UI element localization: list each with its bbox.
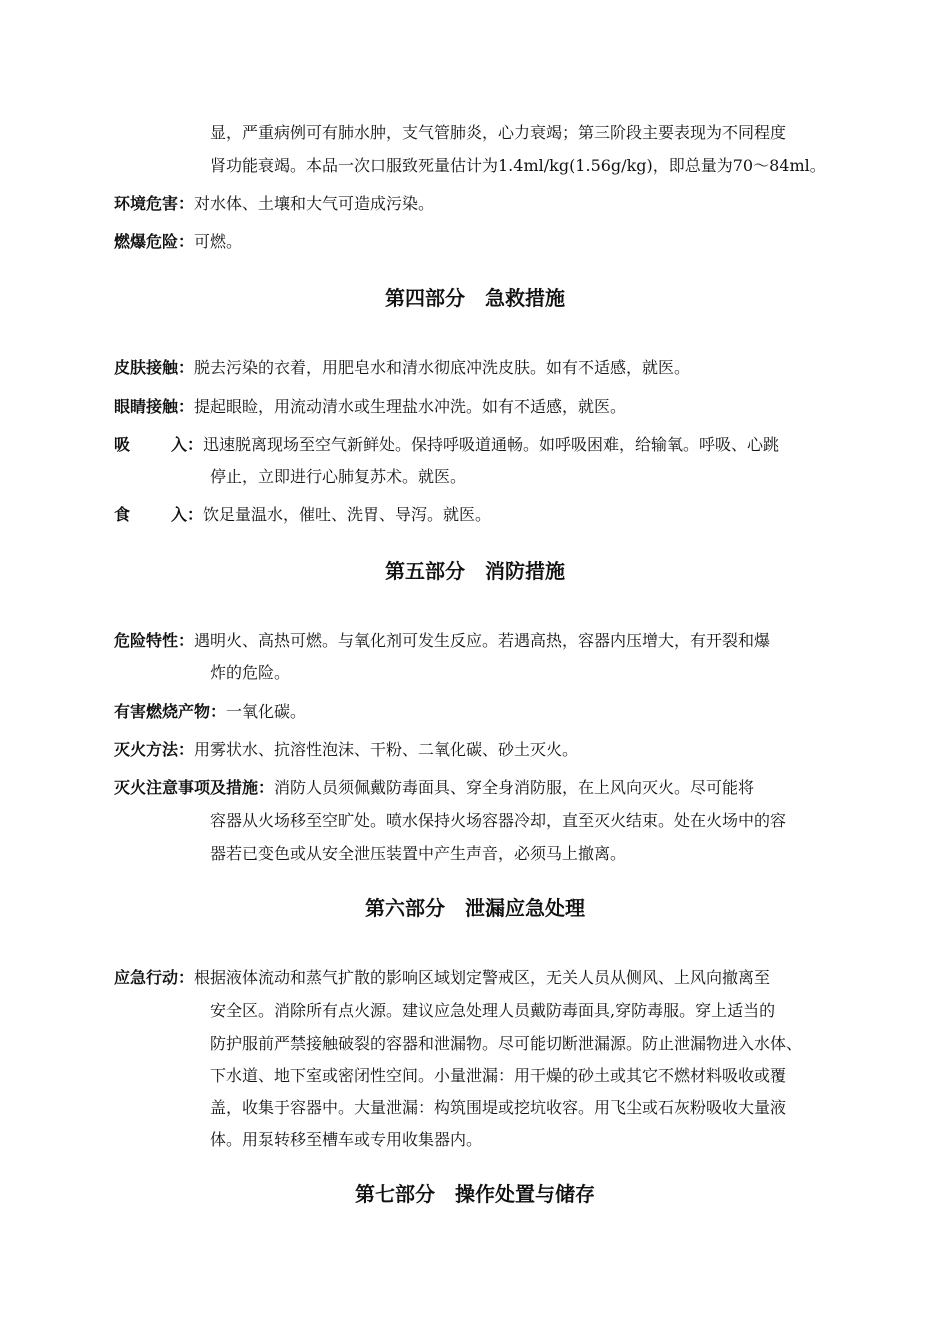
emergency-action-text-line-1: 根据液体流动和蒸气扩散的影响区域划定警戒区，无关人员从侧风、上风向撤离至 [194,968,771,987]
inhalation-text-line-1: 迅速脱离现场至空气新鲜处。保持呼吸道通畅。如呼吸困难，给输氧。呼吸、心跳 [203,435,780,454]
combustion-products-label: 有害燃烧产物： [114,702,227,721]
inhalation-row [114,434,779,456]
fire-explosion-hazard-text: 可燃。 [194,232,243,251]
section-4-heading: 第四部分 急救措施 [385,286,565,310]
hazard-characteristics-text-line-2: 炸的危险。 [210,663,291,682]
eye-contact-text: 提起眼睑，用流动清水或生理盐水冲洗。如有不适感，就医。 [194,397,627,416]
environmental-hazard-label: 环境危害： [114,194,195,213]
health-hazard-continuation-line-1: 显，严重病例可有肺水肿，支气管肺炎，心力衰竭；第三阶段主要表现为不同程度 [210,123,787,142]
ingestion-label-suffix: 入： [171,505,204,524]
extinguishing-method-row [114,739,578,761]
emergency-action-label: 应急行动： [114,968,195,987]
section-7-heading: 第七部分 操作处置与储存 [355,1182,595,1206]
skin-contact-row [114,357,690,379]
firefighting-notes-label: 灭火注意事项及措施： [114,778,275,797]
environmental-hazard-text: 对水体、土壤和大气可造成污染。 [194,194,435,213]
combustion-products-row [114,701,306,723]
extinguishing-method-text: 用雾状水、抗溶性泡沫、干粉、二氧化碳、砂土灭火。 [194,740,579,759]
skin-contact-label: 皮肤接触： [114,358,195,377]
ingestion-label-first-char: 食 [114,505,131,524]
skin-contact-text: 脱去污染的衣着，用肥皂水和清水彻底冲洗皮肤。如有不适感，就医。 [194,358,691,377]
section-6-heading: 第六部分 泄漏应急处理 [365,896,585,920]
inhalation-label-suffix: 入： [171,435,204,454]
fire-explosion-hazard-label: 燃爆危险： [114,232,195,251]
ingestion-text: 饮足量温水，催吐、洗胃、导泻。就医。 [203,505,492,524]
eye-contact-label: 眼睛接触： [114,397,195,416]
emergency-action-text-line-4: 下水道、地下室或密闭性空间。小量泄漏：用干燥的砂土或其它不燃材料吸收或覆 [210,1066,787,1085]
emergency-action-row [114,967,770,989]
hazard-characteristics-label: 危险特性： [114,631,195,650]
fire-explosion-hazard-row [114,231,242,253]
extinguishing-method-label: 灭火方法： [114,740,195,759]
ingestion-row [114,504,491,526]
firefighting-notes-text-line-1: 消防人员须佩戴防毒面具、穿全身消防服，在上风向灭火。尽可能将 [274,778,755,797]
firefighting-notes-text-line-3: 器若已变色或从安全泄压装置中产生声音，必须马上撤离。 [210,844,627,863]
hazard-characteristics-text-line-1: 遇明火、高热可燃。与氧化剂可发生反应。若遇高热，容器内压增大，有开裂和爆 [194,631,771,650]
environmental-hazard-row [114,193,434,215]
firefighting-notes-row [114,777,754,799]
firefighting-notes-text-line-2: 容器从火场移至空旷处。喷水保持火场容器冷却，直至灭火结束。处在火场中的容 [210,811,787,830]
section-5-heading: 第五部分 消防措施 [385,559,565,583]
emergency-action-text-line-3: 防护服前严禁接触破裂的容器和泄漏物。尽可能切断泄漏源。防止泄漏物进入水体、 [210,1034,803,1053]
emergency-action-text-line-6: 体。用泵转移至槽车或专用收集器内。 [210,1130,483,1149]
emergency-action-text-line-5: 盖，收集于容器中。大量泄漏：构筑围堤或挖坑收容。用飞尘或石灰粉吸收大量液 [210,1098,787,1117]
health-hazard-continuation-line-2: 肾功能衰竭。本品一次口服致死量估计为1.4ml/kg(1.56g/kg)，即总量为70～84ml。 [210,156,826,175]
eye-contact-row [114,396,626,418]
inhalation-label-first-char: 吸 [114,435,131,454]
emergency-action-text-line-2: 安全区。消除所有点火源。建议应急处理人员戴防毒面具,穿防毒服。穿上适当的 [210,1001,776,1020]
combustion-products-text: 一氧化碳。 [226,702,307,721]
inhalation-text-line-2: 停止，立即进行心肺复苏术。就医。 [210,467,467,486]
hazard-characteristics-row [114,630,770,652]
